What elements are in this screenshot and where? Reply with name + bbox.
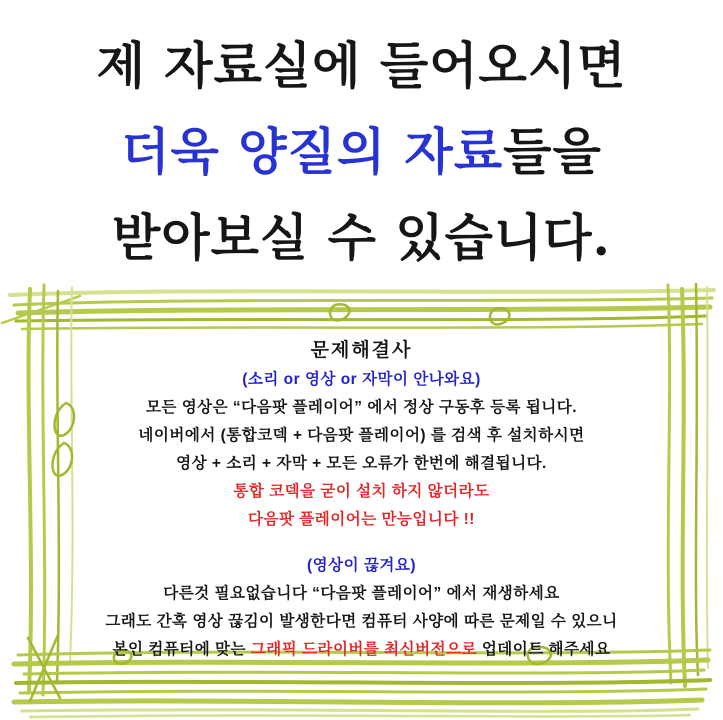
banner-line-1: 제 자료실에 들어오시면: [96, 36, 627, 95]
section2-line3-black1: 본인 컴퓨터에 맞는: [112, 641, 251, 658]
section1-line2: 네이버에서 (통합코덱 + 다음팟 플레이어) 를 검색 후 설치하시면: [138, 427, 585, 444]
handwritten-banner: [0, 0, 723, 283]
banner-line-3: 받아보실 수 있습니다.: [112, 208, 611, 267]
section1-line3: 영상 + 소리 + 자막 + 모든 오류가 한번에 해결됩니다.: [176, 455, 547, 472]
section2-line2: 그래도 간혹 영상 끊김이 발생한다면 컴퓨터 사양에 따른 문제일 수 있으니: [105, 613, 618, 630]
section1-red-line1: 통합 코덱을 굳이 설치 하지 않더라도: [233, 483, 490, 500]
section2-heading: (영상이 끊겨요): [307, 557, 416, 574]
section2-line1: 다른것 필요없습니다 “다음팟 플레이어” 에서 재생하세요: [163, 585, 560, 602]
section1-red-line2: 다음팟 플레이어는 만능입니다 !!: [248, 511, 475, 528]
section2-line3-black2: 업데이트 해주세요: [477, 641, 611, 658]
section-gap: [0, 534, 723, 552]
section1-heading: (소리 or 영상 or 자막이 안나와요): [242, 371, 481, 388]
section2-line3-red: 그래픽 드라이버를 최신버전으로: [250, 641, 478, 658]
notice-box: [0, 336, 723, 664]
notice-title: 문제해결사: [310, 340, 413, 361]
banner-line-2-black: 들을: [503, 122, 602, 181]
banner-line-2-blue: 더욱 양질의 자료: [121, 122, 504, 181]
section1-line1: 모든 영상은 “다음팟 플레이어” 에서 정상 구동후 등록 됩니다.: [145, 399, 578, 416]
banner-line-2: [0, 112, 723, 184]
section2-line3: [0, 636, 723, 664]
